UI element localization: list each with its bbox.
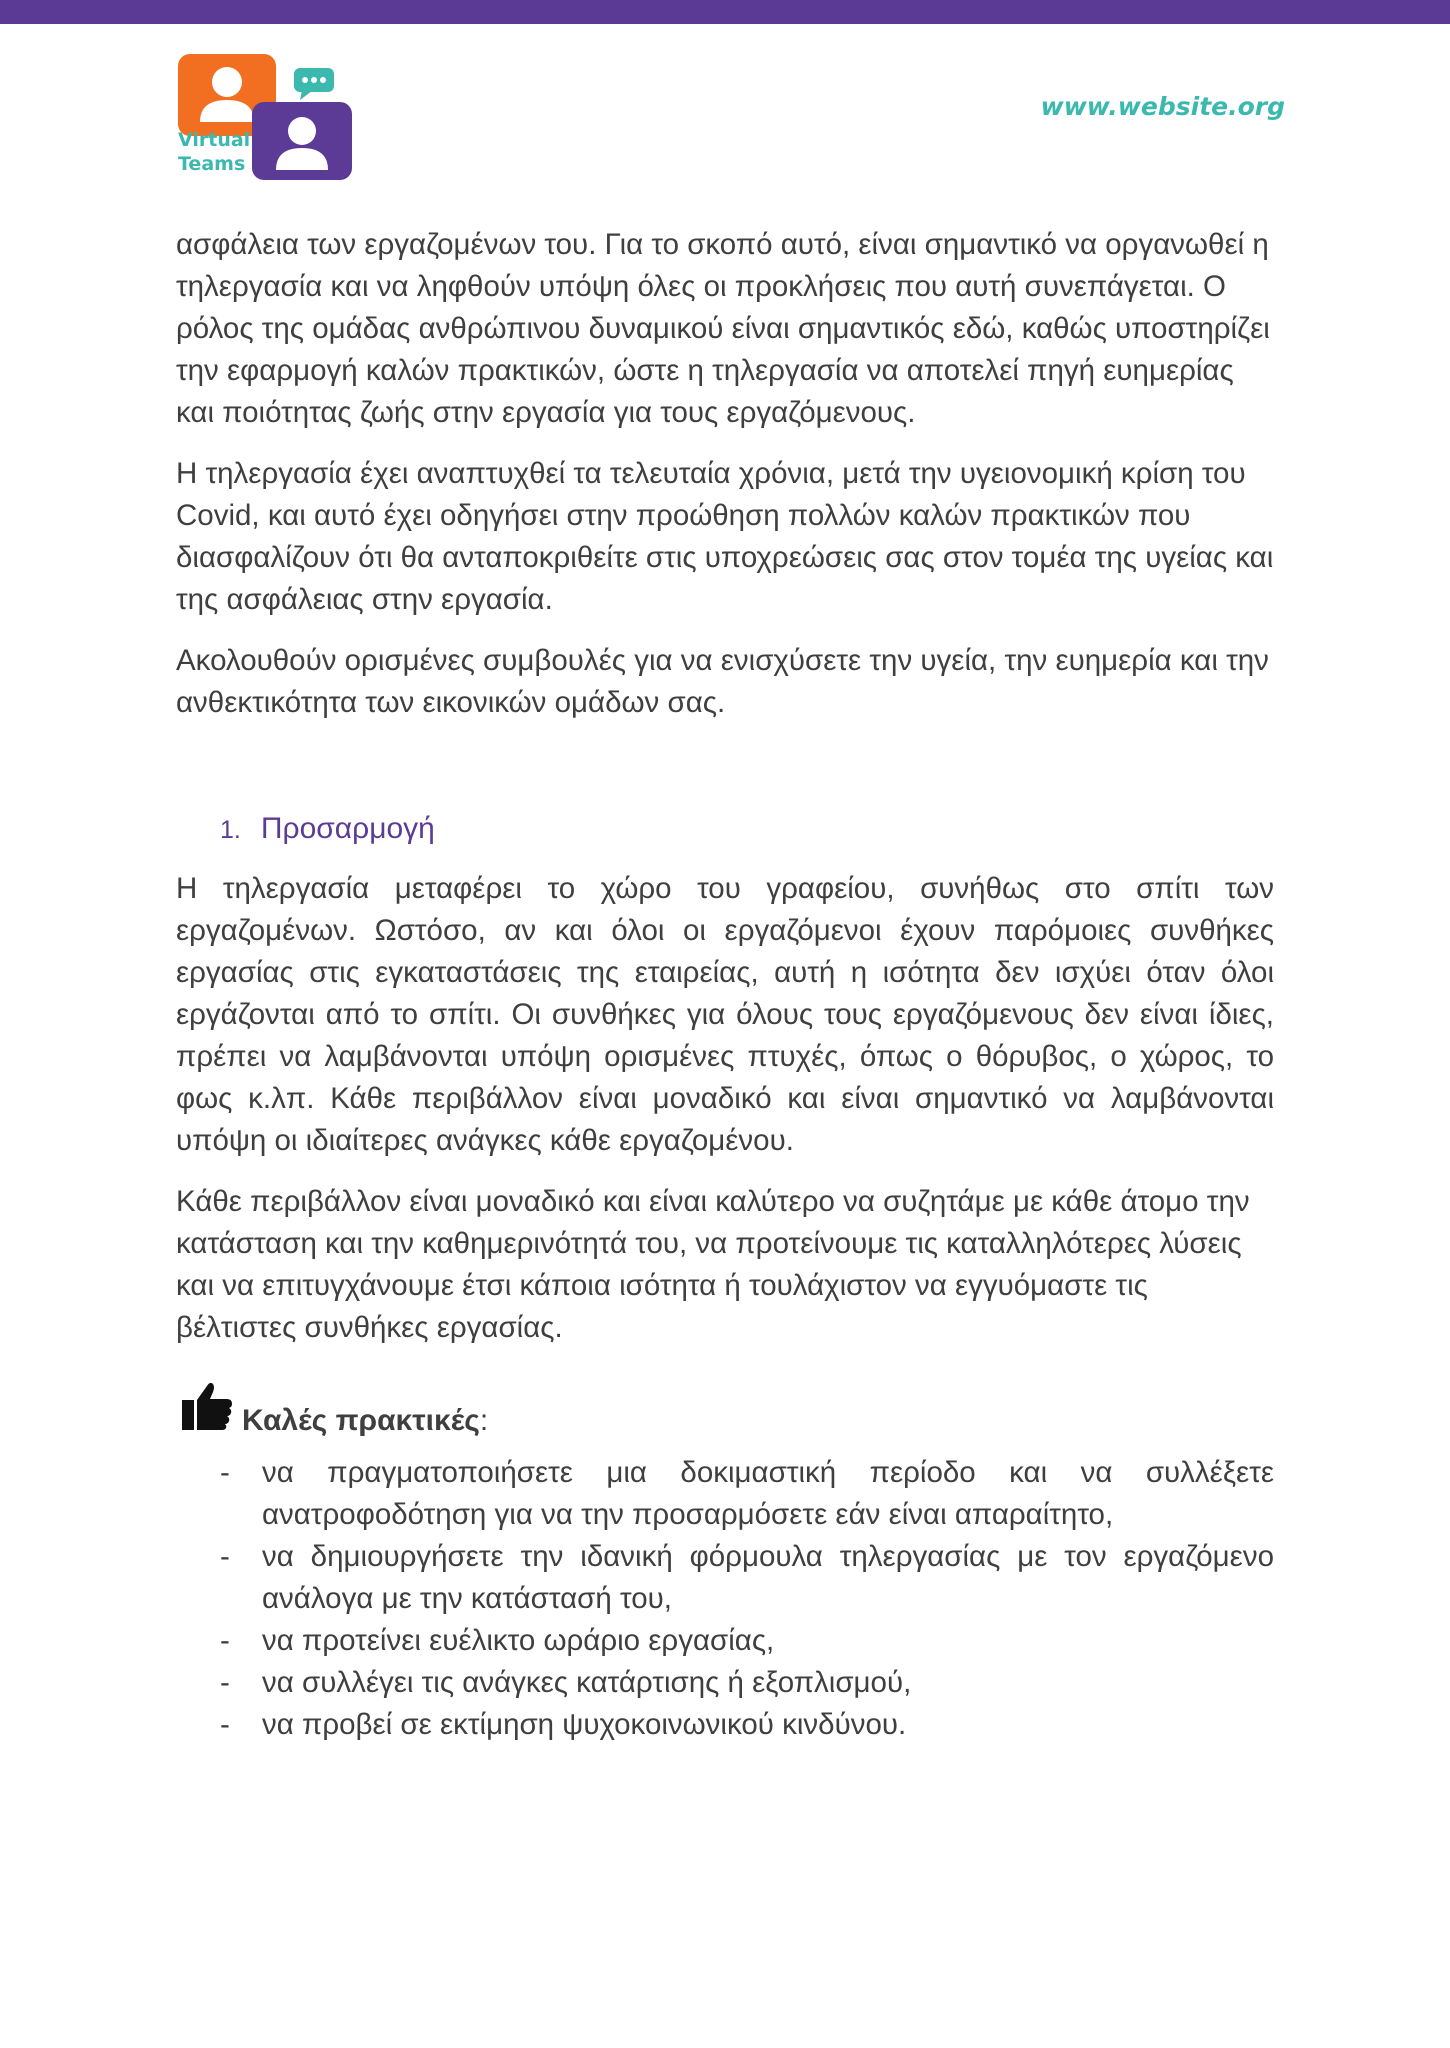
list-item [176,1452,1274,1536]
logo-purple-head [288,117,316,145]
document-body [176,224,1274,1746]
list-item-text: να δημιουργήσετε την ιδανική φόρμουλα τηλεργασίας με τον εργαζόμενο ανάλογα με την κατάστασή του, [262,1540,1274,1615]
paragraph-environment: Κάθε περιβάλλον είναι μοναδικό και είναι καλύτερο να συζητάμε με κάθε άτομο την κατάσταση και την καθημερινότητά του, να προτείνουμε τις καταλληλότερες λύσεις και να επιτυγχάνουμε έτσι κάποια ισότητα ή τουλάχιστον να εγγυόμαστε τις βέλτιστες συνθήκες εργασίας. [176,1185,1250,1344]
paragraph-intro-continuation: ασφάλεια των εργαζομένων του. Για το σκοπό αυτό, είναι σημαντικό να οργανωθεί η τηλεργασία και να ληφθούν υπόψη όλες οι προκλήσεις που αυτή συνεπάγεται. Ο ρόλος της ομάδας ανθρώπινου δυναμικού είναι σημαντικός εδώ, καθώς υποστηρίζει την εφαρμογή καλών πρακτικών, ώστε η τηλεργασία να αποτελεί πηγή ευημερίας και ποιότητας ζωής στην εργασία για τους εργαζόμενους. [176,228,1270,429]
list-dash: - [220,1456,230,1489]
logo-orange-head [212,67,242,97]
section-title: Προσαρμογή [260,812,435,845]
good-practices-heading [180,1386,1274,1438]
list-dash: - [220,1624,230,1657]
logo-graphic [176,52,356,182]
good-practices-colon: : [479,1404,489,1437]
paragraph-tips-intro: Ακολουθούν ορισμένες συμβουλές για να ενισχύσετε την υγεία, την ευημερία και την ανθεκτικότητα των εικονικών ομάδων σας. [176,644,1269,719]
section-heading [220,812,1274,846]
paragraph-telework-covid: Η τηλεργασία έχει αναπτυχθεί τα τελευταία χρόνια, μετά την υγειονομική κρίση του Covid, και αυτό έχει οδηγήσει στην προώθηση πολλών καλών πρακτικών που διασφαλίζουν ότι θα ανταποκριθείτε στις υποχρεώσεις σας στον τομέα της υγείας και της ασφάλειας στην εργασία. [176,457,1274,616]
website-url[interactable]: www.website.org [1040,92,1285,121]
logo-text-teams: Teams [178,153,246,175]
list-dash: - [220,1708,230,1741]
logo-speech-tail [300,90,312,100]
thumbs-up-icon [180,1380,234,1432]
list-item [176,1620,1274,1662]
logo-text-virtual: Virtual [178,129,251,151]
list-item [176,1536,1274,1620]
list-item-text: να συλλέγει τις ανάγκες κατάρτισης ή εξοπλισμού, [262,1666,912,1699]
section-number: 1. [220,816,241,844]
list-item [176,1662,1274,1704]
list-item-text: να προτείνει ευέλικτο ωράριο εργασίας, [262,1624,775,1657]
good-practices-list [176,1452,1274,1746]
list-item-text: να προβεί σε εκτίμηση ψυχοκοινωνικού κινδύνου. [262,1708,907,1741]
list-dash: - [220,1540,230,1573]
list-item [176,1704,1274,1746]
list-dash: - [220,1666,230,1699]
virtual-teams-logo [176,52,356,182]
good-practices-label: Καλές πρακτικές [242,1404,480,1437]
paragraph-adaptation: Η τηλεργασία μεταφέρει το χώρο του γραφείου, συνήθως στο σπίτι των εργαζομένων. Ωστόσο, αν και όλοι οι εργαζόμενοι έχουν παρόμοιες συνθήκες εργασίας στις εγκαταστάσεις της εταιρείας, αυτή η ισότητα δεν ισχύει όταν όλοι εργάζονται από το σπίτι. Οι συνθήκες για όλους τους εργαζόμενους δεν είναι ίδιες, πρέπει να λαμβάνονται υπόψη ορισμένες πτυχές, όπως ο θόρυβος, ο χώρος, το φως κ.λπ. Κάθε περιβάλλον είναι μοναδικό και είναι σημαντικό να λαμβάνονται υπόψη οι ιδιαίτερες ανάγκες κάθε εργαζομένου. [176,872,1274,1157]
list-item-text: να πραγματοποιήσετε μια δοκιμαστική περίοδο και να συλλέξετε ανατροφοδότηση για να την προσαρμόσετε εάν είναι απαραίτητο, [262,1456,1274,1531]
top-color-bar [0,0,1450,24]
